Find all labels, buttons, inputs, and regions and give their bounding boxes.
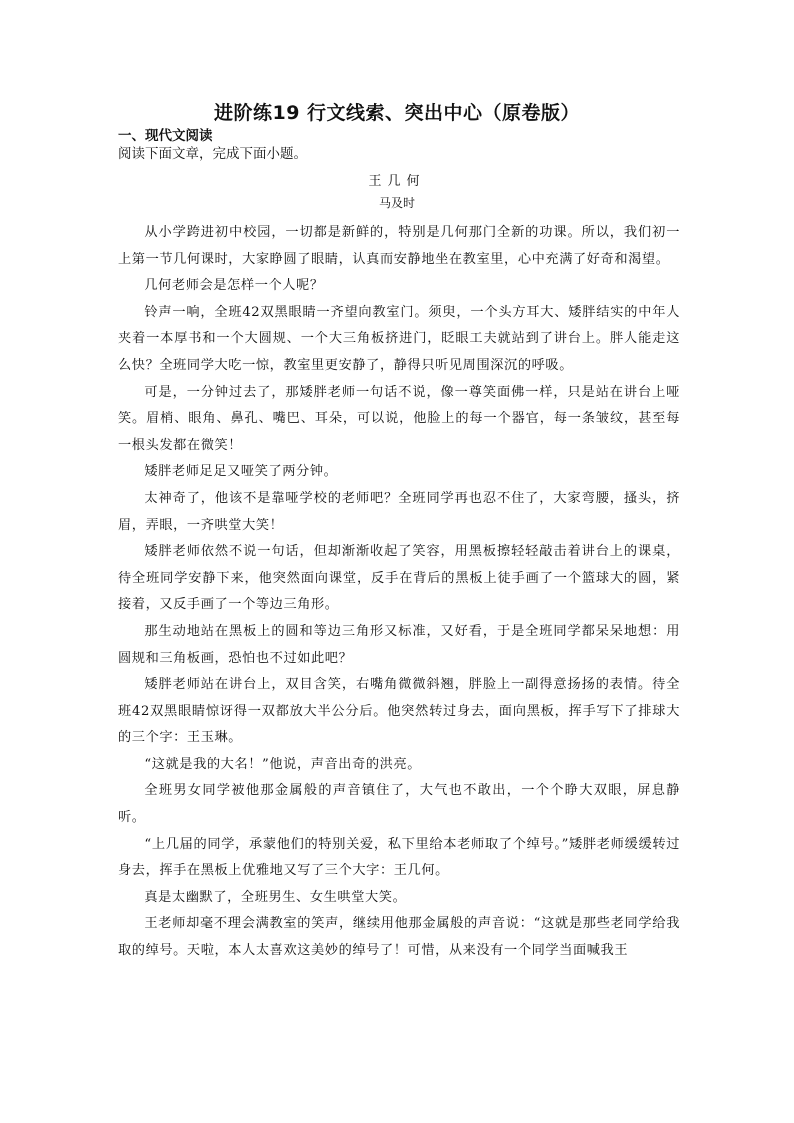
story-author: 马及时 — [378, 196, 415, 210]
paragraph: 太神奇了，他该不是靠哑学校的老师吧？全班同学再也忍不住了，大家弯腰，搔头，挤眉，弄眼，一齐哄堂大笑！ — [118, 490, 680, 533]
paragraph: “上几届的同学，承蒙他们的特别关爱，私下里给本老师取了个绰号。”矮胖老师缓缓转过身去，挥手在黑板上优雅地又写了三个大字：王几何。 — [118, 836, 680, 879]
document-title: 进阶练19 行文线索、突出中心（原卷版） — [213, 102, 581, 124]
paragraph: 矮胖老师足足又哑笑了两分钟。 — [144, 464, 338, 480]
paragraph: 可是，一分钟过去了，那矮胖老师一句话不说，像一尊笑面佛一样，只是站在讲台上哑笑。眉梢、眼角、鼻孔、嘴巴、耳朵，可以说，他脸上的每一个器官，每一条皱纹，甚至每一根头发都在微笑！ — [118, 384, 680, 453]
paragraph: 那生动地站在黑板上的圆和等边三角形又标准，又好看，于是全班同学都呆呆地想：用圆规和三角板画，恐怕也不过如此吧？ — [118, 623, 680, 666]
paragraph: 真是太幽默了，全班男生、女生哄堂大笑。 — [144, 889, 407, 905]
story-body — [118, 220, 680, 965]
paragraph: 矮胖老师站在讲台上，双目含笑，右嘴角微微斜翘，胖脸上一副得意扬扬的表情。待全班42双黑眼睛惊讶得一双都放大半公分后。他突然转过身去，面向黑板，挥手写下了排球大的三个字：王玉琳。 — [118, 677, 680, 746]
paragraph: 几何老师会是怎样一个人呢？ — [144, 278, 324, 294]
paragraph: 铃声一响，全班42双黑眼睛一齐望向教室门。须臾，一个头方耳大、矮胖结实的中年人夹着一本厚书和一个大圆规、一个大三角板挤进门，眨眼工夫就站到了讲台上。胖人能走这么快？全班同学大吃一惊，教室里更安静了，静得只听见周围深沉的呼吸。 — [118, 304, 680, 373]
paragraph: 矮胖老师依然不说一句话，但却渐渐收起了笑容，用黑板擦轻轻敲击着讲台上的课桌，待全班同学安静下来，他突然面向课堂，反手在背后的黑板上徒手画了一个篮球大的圆，紧接着，又反手画了一个等边三角形。 — [118, 544, 680, 613]
instruction-text: 阅读下面文章，完成下面小题。 — [118, 146, 307, 162]
paragraph: “这就是我的大名！”他说，声音出奇的洪亮。 — [144, 756, 422, 772]
paragraph: 从小学跨进初中校园，一切都是新鲜的，特别是几何那门全新的功课。所以，我们初一上第一节几何课时，大家睁圆了眼睛，认真而安静地坐在教室里，心中充满了好奇和渴望。 — [118, 225, 680, 267]
paragraph: 全班男女同学被他那金属般的声音镇住了，大气也不敢出，一个个睁大双眼，屏息静听。 — [118, 783, 680, 826]
story-title: 王几何 — [368, 174, 426, 189]
section-heading: 一、现代文阅读 — [118, 128, 213, 144]
paragraph: 王老师却毫不理会满教室的笑声，继续用他那金属般的声音说：“这就是那些老同学给我取的绰号。天啦，本人太喜欢这美妙的绰号了！可惜，从来没有一个同学当面喊我王 — [118, 916, 680, 959]
